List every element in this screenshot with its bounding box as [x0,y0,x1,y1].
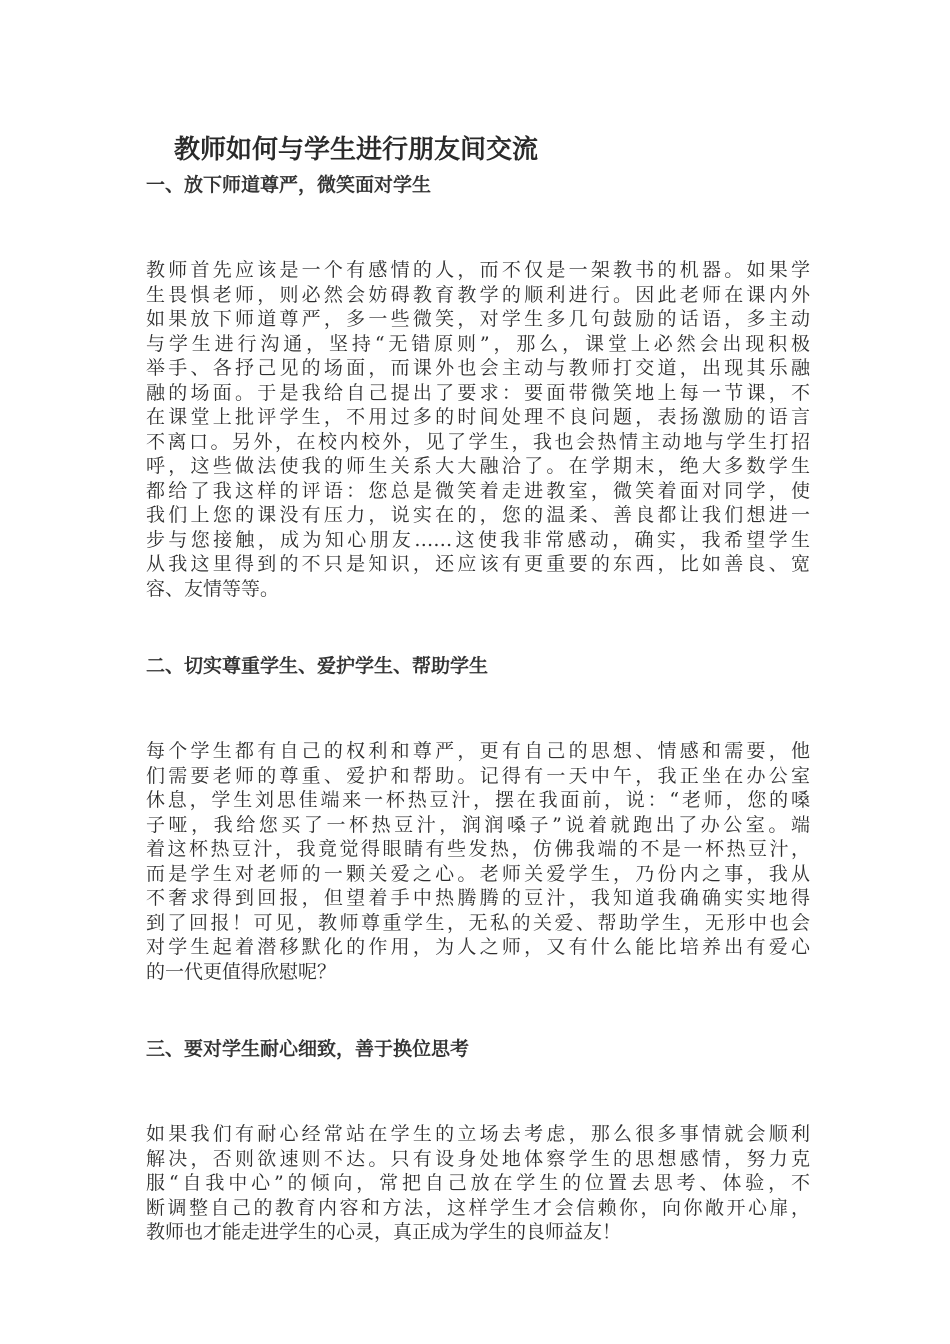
paragraph-line: 们需要老师的尊重、爱护和帮助。记得有一天中午，我正坐在办公室 [146,764,810,787]
paragraph-line: 呼，这些做法使我的师生关系大大融洽了。在学期末，绝大多数学生 [146,455,810,477]
section-heading-2: 二、切实尊重学生、爱护学生、帮助学生 [146,655,489,677]
paragraph-line: 不奢求得到回报，但望着手中热腾腾的豆汁，我知道我确确实实地得 [146,887,810,909]
section-heading-1: 一、放下师道尊严，微笑面对学生 [146,174,432,196]
paragraph-line: 解决，否则欲速则不达。只有设身处地体察学生的思想感情，努力克 [146,1147,810,1170]
paragraph-line: 与学生进行沟通，坚持“无错原则”，那么，课堂上必然会出现积极 [146,332,810,355]
paragraph-line: 休息，学生刘思佳端来一杯热豆汁，摆在我面前，说：“老师，您的嗓 [146,789,810,811]
paragraph-line: 每个学生都有自己的权利和尊严，更有自己的思想、情感和需要，他 [146,740,810,762]
paragraph-line: 服“自我中心”的倾向，常把自己放在学生的位置去思考、体验，不 [146,1172,810,1194]
paragraph-line: 教师首先应该是一个有感情的人，而不仅是一架教书的机器。如果学 [146,259,810,281]
section-paragraph-3 [146,1122,810,1245]
paragraph-line: 如果放下师道尊严，多一些微笑，对学生多几句鼓励的话语，多主动 [146,308,810,330]
paragraph-line: 教师也才能走进学生的心灵，真正成为学生的良师益友！ [146,1221,622,1243]
paragraph-line: 的一代更值得欣慰呢？ [146,960,337,983]
document-page [146,128,810,1245]
paragraph-line: 断调整自己的教育内容和方法，这样学生才会信赖你，向你敞开心扉， [146,1196,810,1219]
section-paragraph-1 [146,258,810,601]
paragraph-line: 不离口。另外，在校内校外，见了学生，我也会热情主动地与学生打招 [146,430,810,453]
paragraph-line: 子哑，我给您买了一杯热豆汁，润润嗓子”说着就跑出了办公室。端 [146,813,810,836]
paragraph-line: 对学生起着潜移默化的作用，为人之师，又有什么能比培养出有爱心 [146,936,810,958]
paragraph-line: 容、友情等等。 [146,577,280,600]
paragraph-line: 举手、各抒己见的场面，而课外也会主动与教师打交道，出现其乐融 [146,357,810,379]
paragraph-line: 着这杯热豆汁，我竟觉得眼睛有些发热，仿佛我端的不是一杯热豆汁， [146,838,810,860]
paragraph-line: 到了回报！可见，教师尊重学生，无私的关爱、帮助学生，无形中也会 [146,911,810,934]
paragraph-line: 在课堂上批评学生，不用过多的时间处理不良问题，表扬激励的语言 [146,406,810,428]
section-heading-3: 三、要对学生耐心细致，善于换位思考 [146,1038,470,1060]
paragraph-line: 如果我们有耐心经常站在学生的立场去考虑，那么很多事情就会顺利 [146,1123,810,1145]
paragraph-line: 都给了我这样的评语：您总是微笑着走进教室，微笑着面对同学，使 [146,479,810,502]
paragraph-line: 融的场面。于是我给自己提出了要求：要面带微笑地上每一节课，不 [146,381,810,404]
paragraph-line: 步与您接触，成为知心朋友……这使我非常感动，确实，我希望学生 [146,528,810,551]
section-paragraph-2 [146,739,810,984]
paragraph-line: 而是学生对老师的一颗关爱之心。老师关爱学生，乃份内之事，我从 [146,862,810,885]
paragraph-line: 从我这里得到的不只是知识，还应该有更重要的东西，比如善良、宽 [146,553,810,575]
paragraph-line: 我们上您的课没有压力，说实在的，您的温柔、善良都让我们想进一 [146,504,810,526]
document-title: 教师如何与学生进行朋友间交流 [174,135,539,165]
paragraph-line: 生畏惧老师，则必然会妨碍教育教学的顺利进行。因此老师在课内外 [146,283,810,306]
